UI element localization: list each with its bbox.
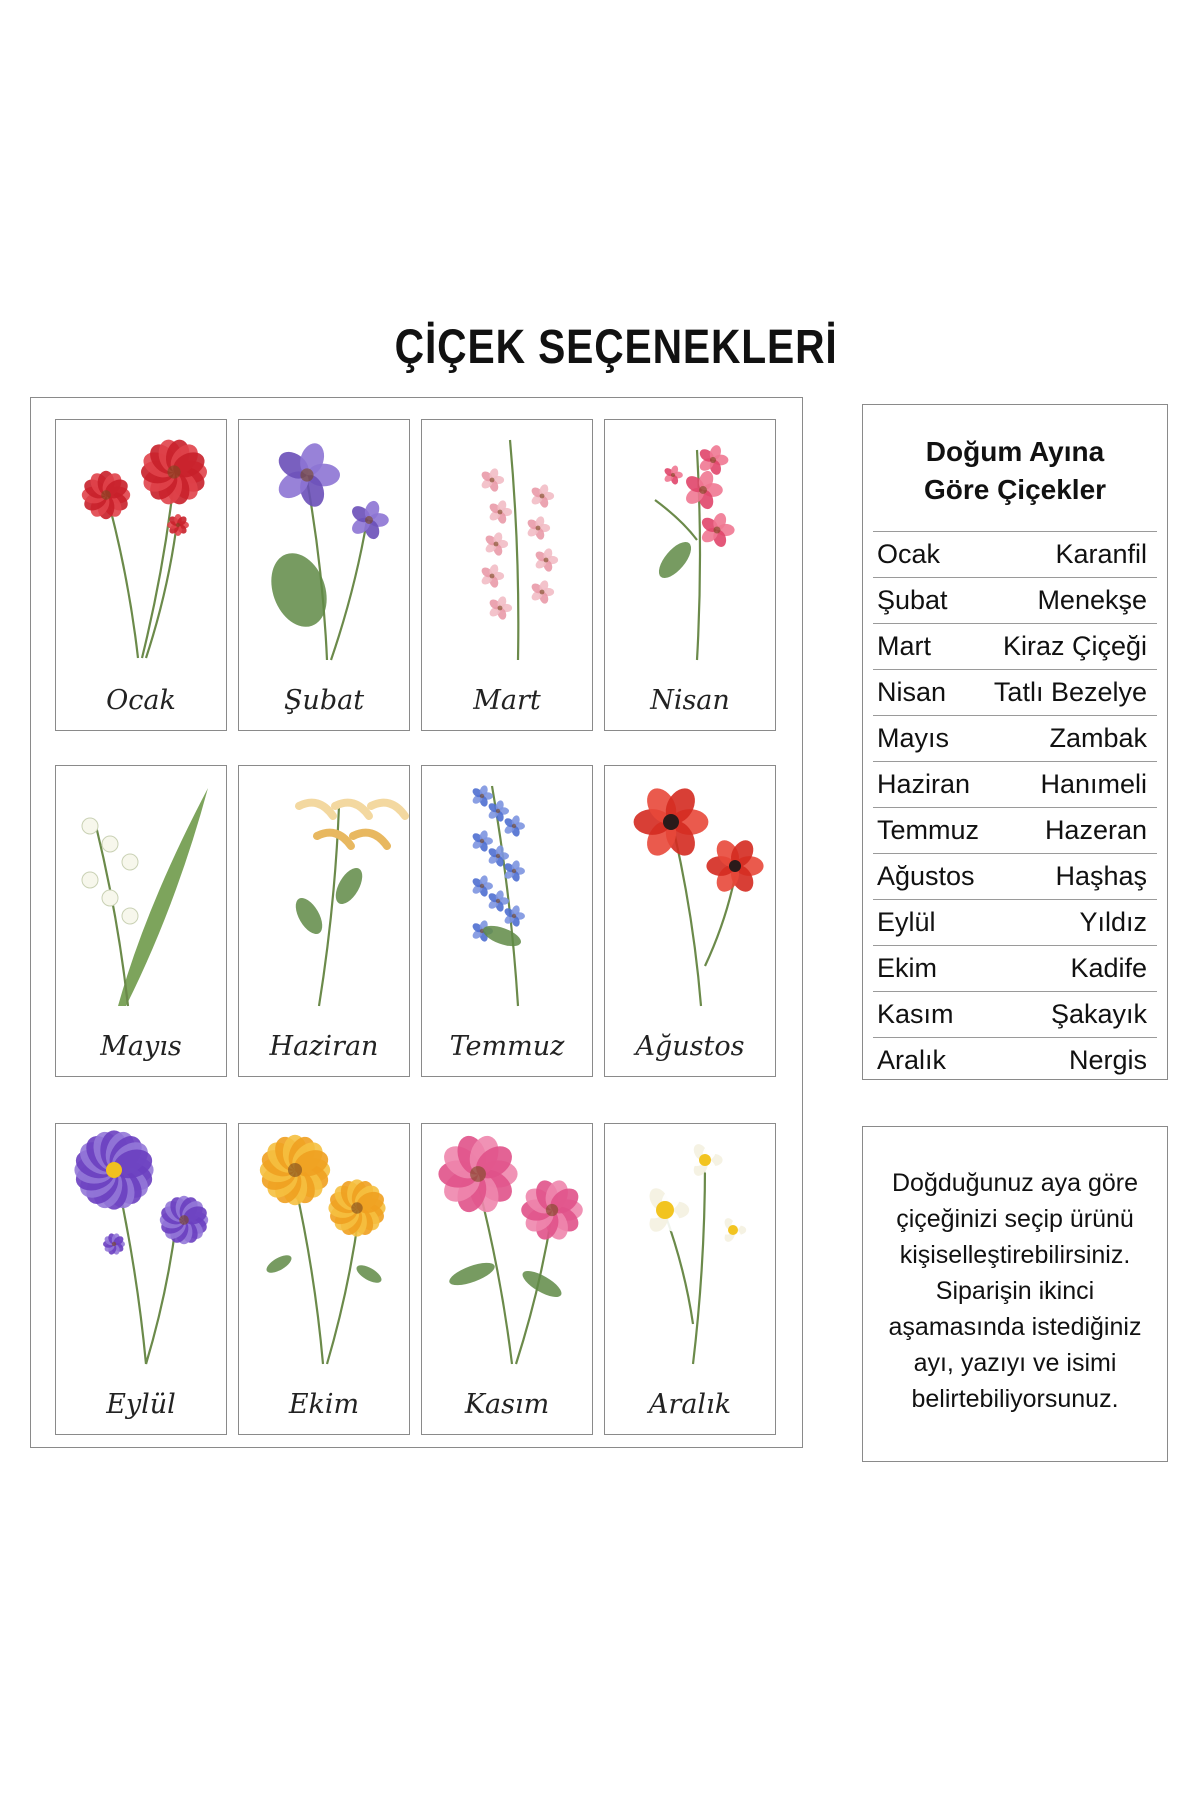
table-row-flower: Haşhaş xyxy=(1055,861,1147,891)
table-row xyxy=(873,577,1157,622)
flower-card[interactable] xyxy=(55,1123,227,1435)
violet-illustration xyxy=(239,420,411,670)
table-row-month: Mart xyxy=(877,631,931,661)
table-row-flower: Hanımeli xyxy=(1040,769,1147,799)
table-row-flower: Kadife xyxy=(1070,953,1147,983)
marigold-illustration xyxy=(239,1124,411,1374)
table-row-month: Kasım xyxy=(877,999,954,1029)
larkspur-illustration xyxy=(422,766,594,1016)
table-row-flower: Hazeran xyxy=(1044,815,1147,845)
flower-card-month: Şubat xyxy=(283,685,365,716)
flower-card[interactable] xyxy=(604,765,776,1077)
aster-illustration xyxy=(56,1124,228,1374)
flower-card[interactable] xyxy=(55,419,227,731)
info-line: kişiselleştirebilirsiniz. xyxy=(899,1241,1131,1269)
table-row xyxy=(873,853,1157,898)
flower-card[interactable] xyxy=(421,419,593,731)
table-row xyxy=(873,899,1157,944)
table-row-month: Ocak xyxy=(877,539,941,569)
table-title-line2: Göre Çiçekler xyxy=(923,474,1107,505)
table-row xyxy=(873,669,1157,714)
table-row-month: Temmuz xyxy=(877,815,980,845)
table-row xyxy=(873,945,1157,990)
flower-card-month: Eylül xyxy=(106,1389,176,1420)
info-line: ayı, yazıyı ve isimi xyxy=(913,1349,1117,1377)
flower-card-month: Nisan xyxy=(650,685,730,716)
table-row-month: Ağustos xyxy=(877,861,975,891)
table-row xyxy=(873,715,1157,760)
table-row-month: Nisan xyxy=(877,677,947,707)
cherry-blossom-illustration xyxy=(422,420,594,670)
table-row-month: Mayıs xyxy=(877,723,950,753)
table-row xyxy=(873,991,1157,1036)
narcissus-illustration xyxy=(605,1124,777,1374)
carnation-illustration xyxy=(56,420,228,670)
table-title-line1: Doğum Ayına xyxy=(925,436,1105,467)
table-title xyxy=(863,433,1167,509)
table-row-flower: Zambak xyxy=(1049,723,1147,753)
table-row-flower: Nergis xyxy=(1068,1045,1147,1075)
table-row-flower: Kiraz Çiçeği xyxy=(1002,631,1147,661)
sweet-pea-illustration xyxy=(605,420,777,670)
flower-card-month: Ekim xyxy=(288,1389,360,1420)
info-box xyxy=(862,1126,1168,1462)
table-row-flower: Şakayık xyxy=(1050,999,1147,1029)
table-row xyxy=(873,807,1157,852)
flower-card[interactable] xyxy=(238,1123,410,1435)
flower-card-month: Aralık xyxy=(648,1389,732,1420)
table-row-flower: Tatlı Bezelye xyxy=(993,677,1147,707)
info-line: çiçeğinizi seçip ürünü xyxy=(896,1205,1134,1233)
info-line: belirtebiliyorsunuz. xyxy=(911,1385,1119,1413)
flower-card[interactable] xyxy=(55,765,227,1077)
poppy-illustration xyxy=(605,766,777,1016)
table-row xyxy=(873,761,1157,806)
birth-month-flower-table xyxy=(862,404,1168,1080)
flower-card[interactable] xyxy=(421,765,593,1077)
table-row-month: Şubat xyxy=(877,585,948,615)
page-title: ÇİÇEK SEÇENEKLERİ xyxy=(394,321,838,374)
flower-card[interactable] xyxy=(238,419,410,731)
table-row xyxy=(873,531,1157,576)
flower-card[interactable] xyxy=(238,765,410,1077)
info-line: aşamasında istediğiniz xyxy=(888,1313,1142,1341)
honeysuckle-illustration xyxy=(239,766,411,1016)
flower-card-month: Ağustos xyxy=(635,1031,745,1062)
peony-illustration xyxy=(422,1124,594,1374)
table-row xyxy=(873,623,1157,668)
flower-card-month: Mart xyxy=(473,685,541,716)
table-row-month: Ekim xyxy=(877,953,937,983)
info-line: Doğduğunuz aya göre xyxy=(891,1169,1139,1197)
flower-card-month: Haziran xyxy=(269,1031,379,1062)
table-row-month: Haziran xyxy=(877,769,971,799)
table-row-flower: Karanfil xyxy=(1055,539,1147,569)
flower-card-month: Ocak xyxy=(106,685,176,716)
flower-card-month: Kasım xyxy=(464,1389,550,1420)
lily-of-the-valley-illustration xyxy=(56,766,228,1016)
flower-card[interactable] xyxy=(604,419,776,731)
flower-card[interactable] xyxy=(421,1123,593,1435)
flower-card[interactable] xyxy=(604,1123,776,1435)
flower-card-month: Mayıs xyxy=(100,1031,182,1062)
table-row-flower: Yıldız xyxy=(1079,907,1147,937)
info-text xyxy=(881,1165,1149,1417)
table-row-month: Eylül xyxy=(877,907,936,937)
flower-card-month: Temmuz xyxy=(449,1031,565,1062)
info-line: Siparişin ikinci xyxy=(935,1277,1095,1305)
table-row-flower: Menekşe xyxy=(1037,585,1147,615)
table-row xyxy=(873,1037,1157,1082)
table-row-month: Aralık xyxy=(877,1045,947,1075)
